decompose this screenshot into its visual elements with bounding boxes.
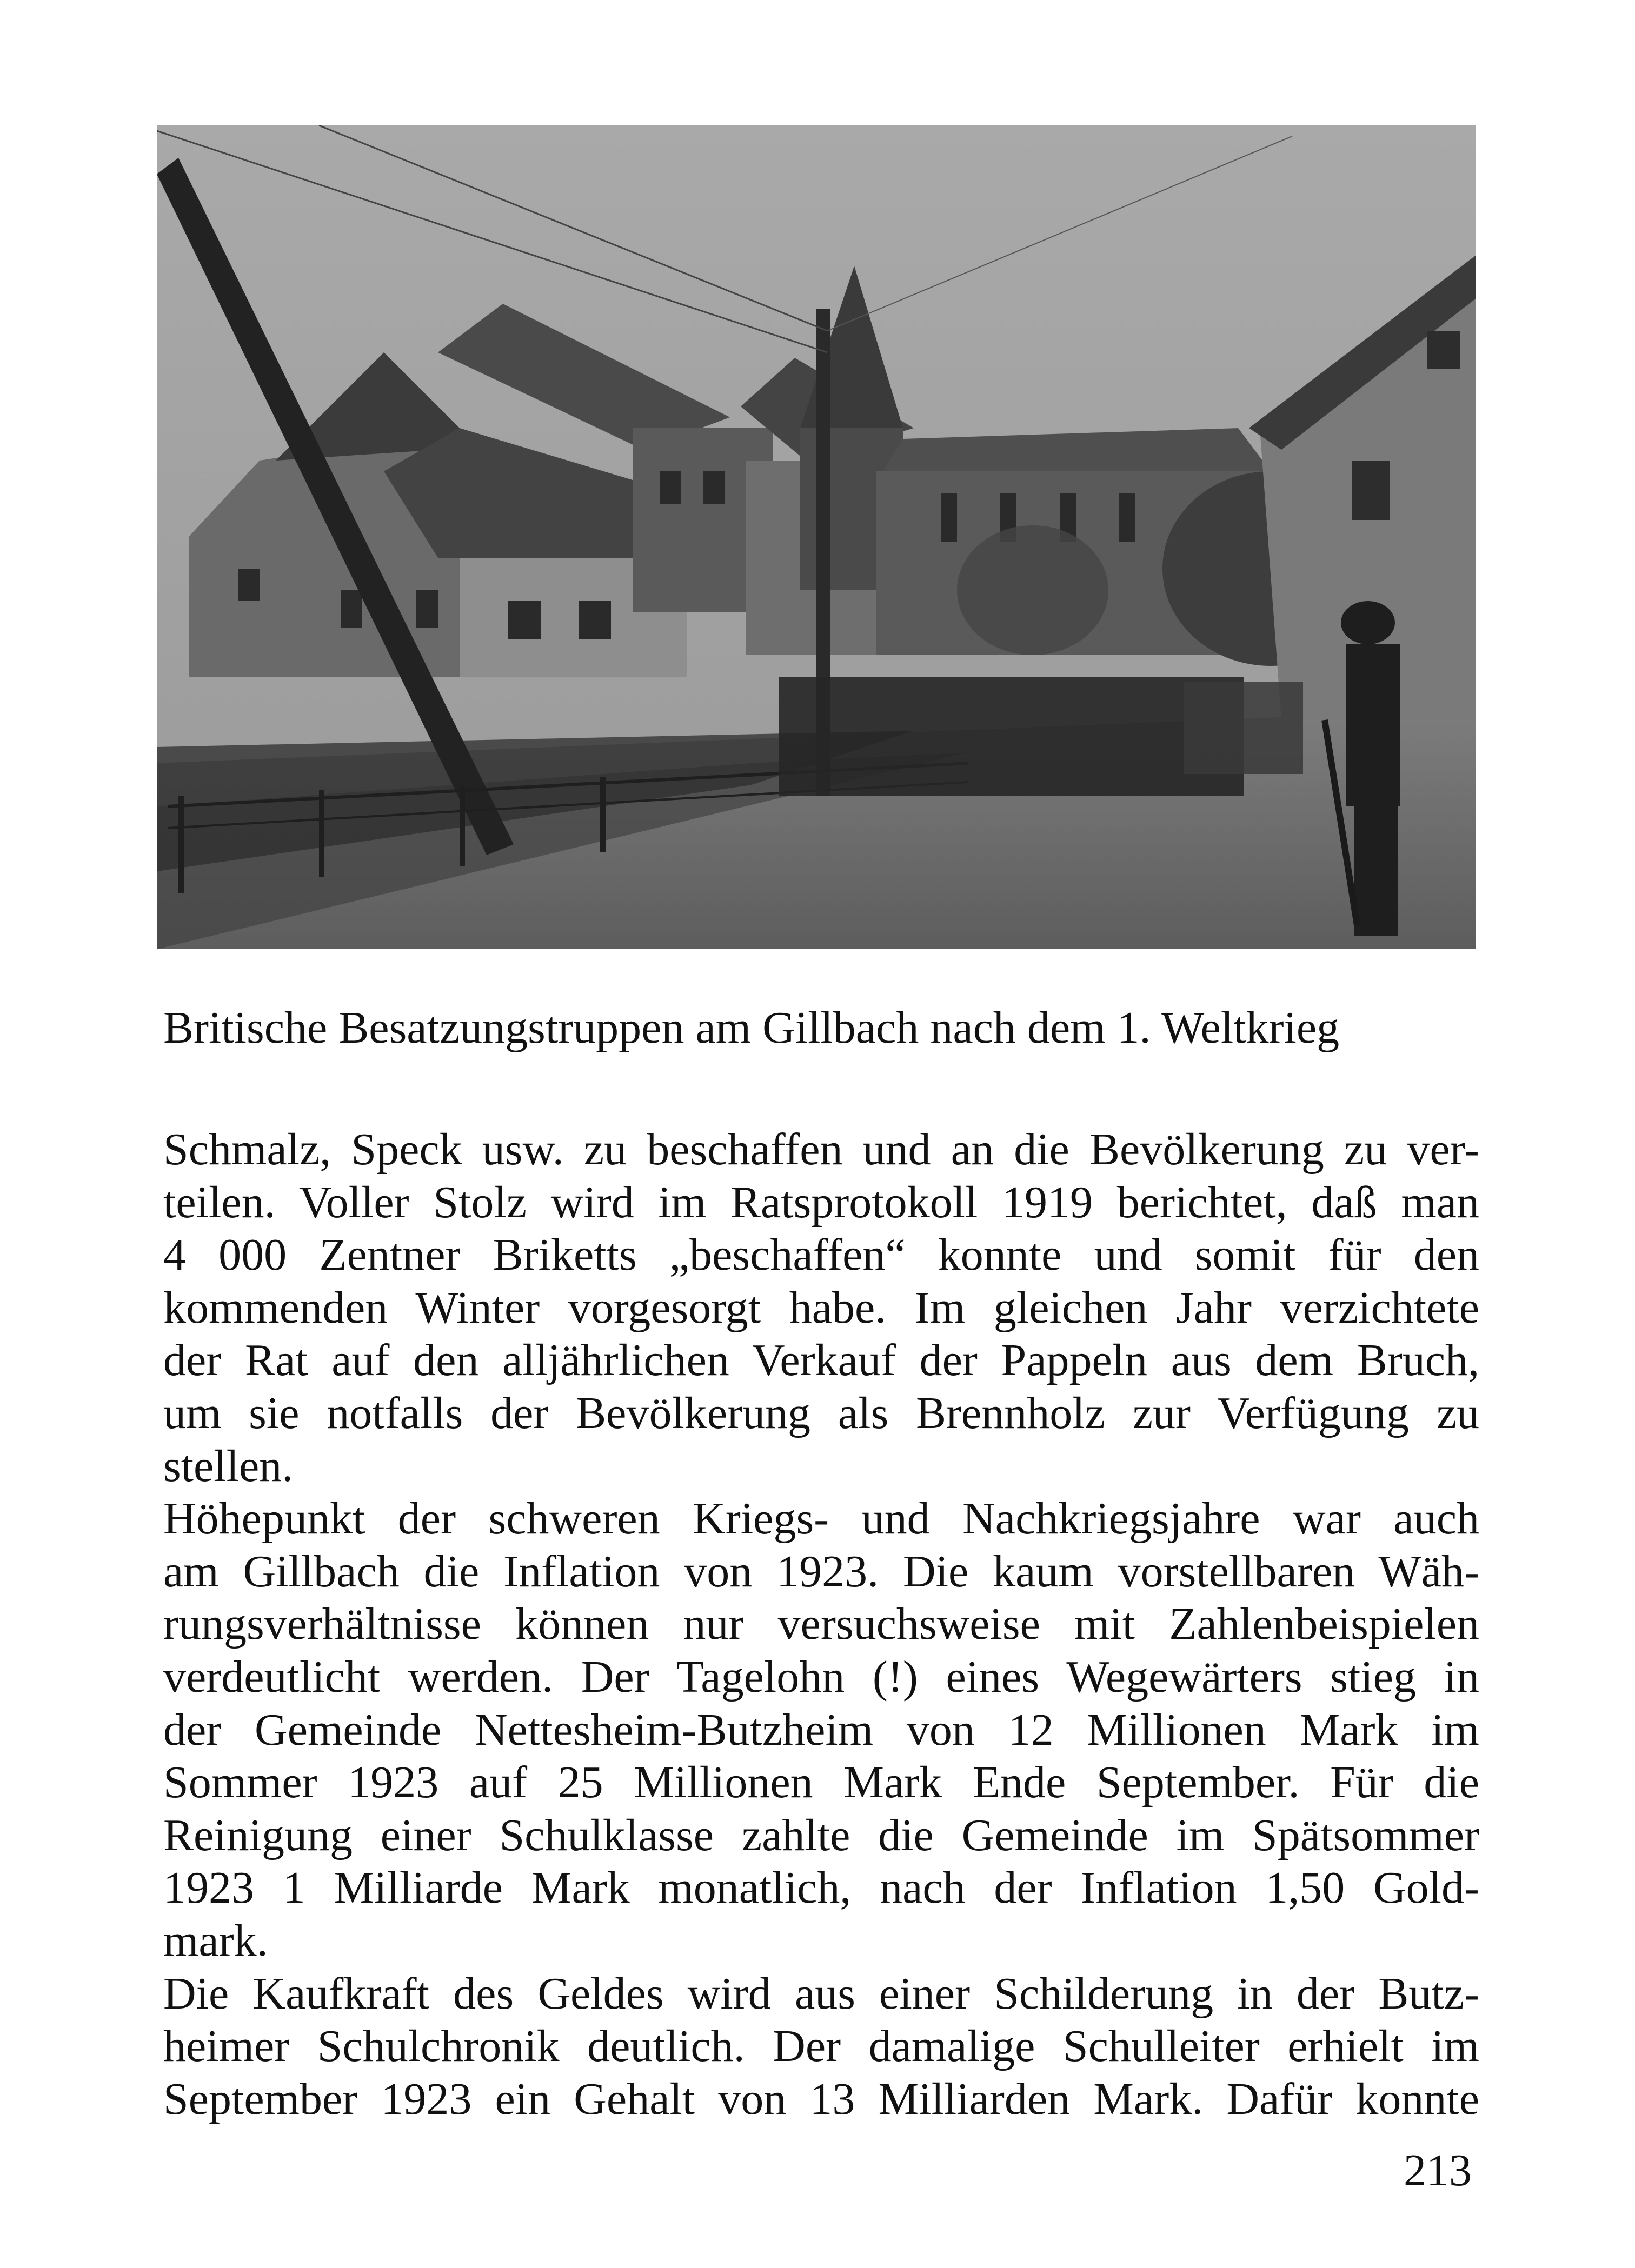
text-line: Reinigung einer Schulklasse zahlte die Gemeinde im Spätsommer — [163, 1810, 1479, 1860]
text-line: teilen. Voller Stolz wird im Ratsprotokoll 1919 berichtet, daß man — [163, 1177, 1479, 1228]
text-line: Die Kaufkraft des Geldes wird aus einer Schilderung in der Butz- — [163, 1968, 1479, 2019]
text-line: mark. — [163, 1915, 268, 1966]
text-line: der Rat auf den alljährlichen Verkauf der Pappeln aus dem Bruch, — [163, 1335, 1479, 1386]
historical-photograph — [157, 125, 1476, 949]
page-number: 213 — [1404, 2145, 1472, 2196]
text-line: stellen. — [163, 1440, 294, 1491]
text-line: Schmalz, Speck usw. zu beschaffen und an die Bevölkerung zu ver- — [163, 1124, 1479, 1175]
text-line: um sie notfalls der Bevölkerung als Brennholz zur Verfügung zu — [163, 1388, 1479, 1438]
text-line: verdeutlicht werden. Der Tagelohn (!) eines Wegewärters stieg in — [163, 1651, 1479, 1702]
body-text — [163, 1123, 1479, 2125]
text-line: Sommer 1923 auf 25 Millionen Mark Ende September. Für die — [163, 1757, 1479, 1808]
text-line: Höhepunkt der schweren Kriegs- und Nachkriegsjahre war auch — [163, 1493, 1479, 1544]
text-line: heimer Schulchronik deutlich. Der damalige Schulleiter erhielt im — [163, 2021, 1479, 2072]
text-line: 1923 1 Milliarde Mark monatlich, nach der Inflation 1,50 Gold- — [163, 1863, 1479, 1913]
text-line: rungsverhältnisse können nur versuchsweise mit Zahlenbeispielen — [163, 1599, 1479, 1650]
photograph-image — [157, 125, 1476, 949]
photo-caption: Britische Besatzungstruppen am Gillbach nach dem 1. Weltkrieg — [163, 1003, 1340, 1053]
text-line: der Gemeinde Nettesheim-Butzheim von 12 Millionen Mark im — [163, 1704, 1479, 1755]
text-line: kommenden Winter vorgesorgt habe. Im gleichen Jahr verzichtete — [163, 1282, 1479, 1333]
text-line: 4 000 Zentner Briketts „beschaffen“ konnte und somit für den — [163, 1230, 1479, 1280]
text-line: am Gillbach die Inflation von 1923. Die kaum vorstellbaren Wäh- — [163, 1546, 1479, 1597]
text-line: September 1923 ein Gehalt von 13 Milliarden Mark. Dafür konnte — [163, 2073, 1479, 2124]
